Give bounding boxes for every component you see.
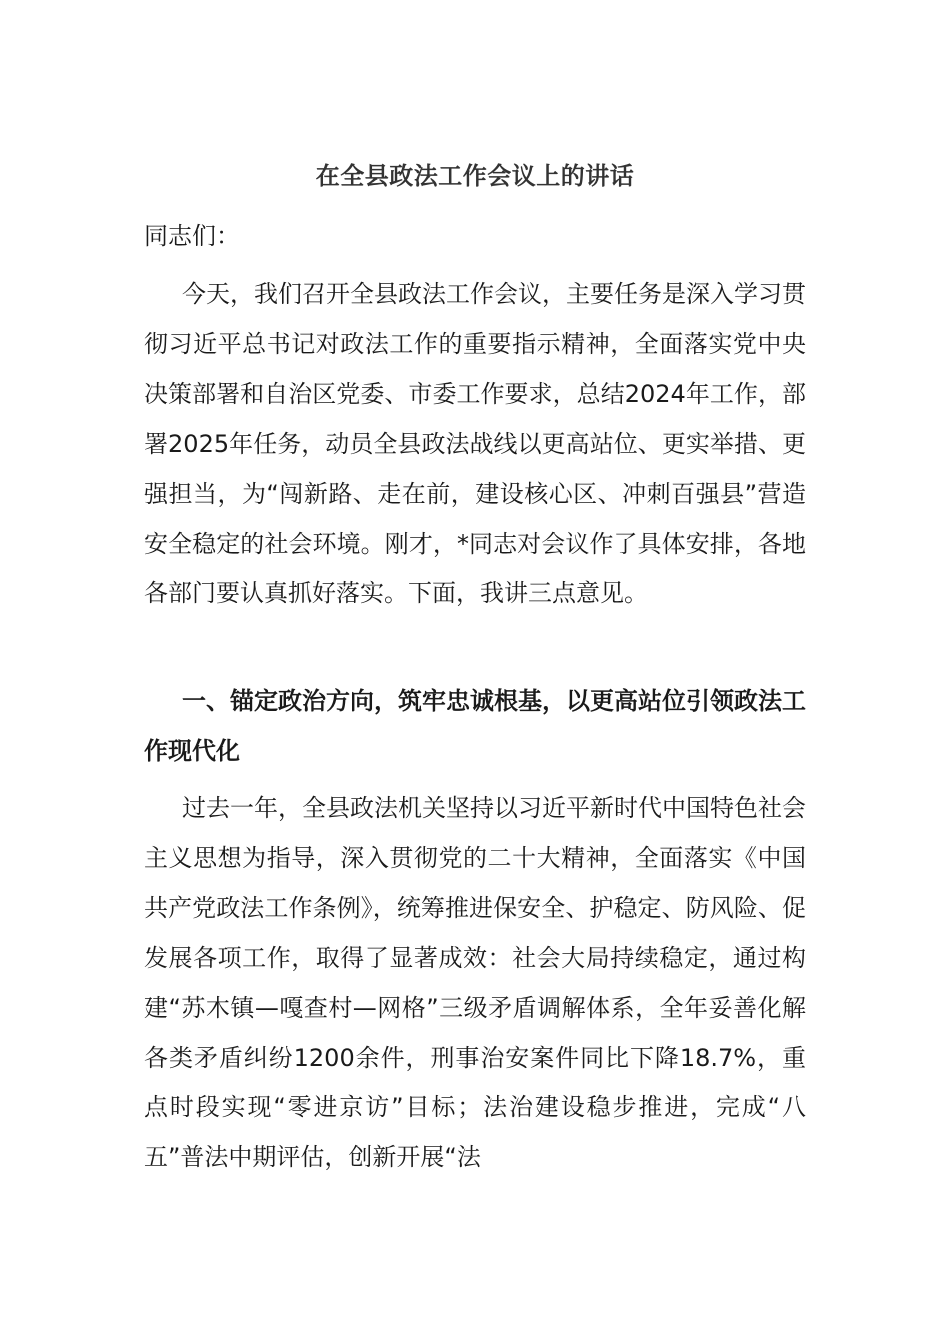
salutation: 同志们： [144, 222, 240, 250]
section-heading-1: 一、锚定政治方向，筑牢忠诚根基，以更高站位引领政法工作现代化 [144, 687, 806, 765]
document-title: 在全县政法工作会议上的讲话 [315, 162, 635, 190]
body-paragraph-intro: 今天，我们召开全县政法工作会议，主要任务是深入学习贯彻习近平总书记对政法工作的重要指示精神，全面落实党中央决策部署和自治区党委、市委工作要求，总结2024年工作，部署2025年任务，动员全县政法战线以更高站位、更实举措、更强担当，为“闯新路、走在前，建设核心区、冲刺百强县”营造安全稳定的社会环境。刚才，*同志对会议作了具体安排，各地各部门要认真抓好落实。下面，我讲三点意见。 [144, 280, 806, 608]
body-paragraph-review: 过去一年，全县政法机关坚持以习近平新时代中国特色社会主义思想为指导，深入贯彻党的二十大精神，全面落实《中国共产党政法工作条例》，统筹推进保安全、护稳定、防风险、促发展各项工作，取得了显著成效：社会大局持续稳定，通过构建“苏木镇—嘎查村—网格”三级矛盾调解体系，全年妥善化解各类矛盾纠纷1200余件，刑事治安案件同比下降18.7%，重点时段实现“零进京访”目标；法治建设稳步推进，完成“八五”普法中期评估，创新开展“法 [144, 794, 806, 1172]
